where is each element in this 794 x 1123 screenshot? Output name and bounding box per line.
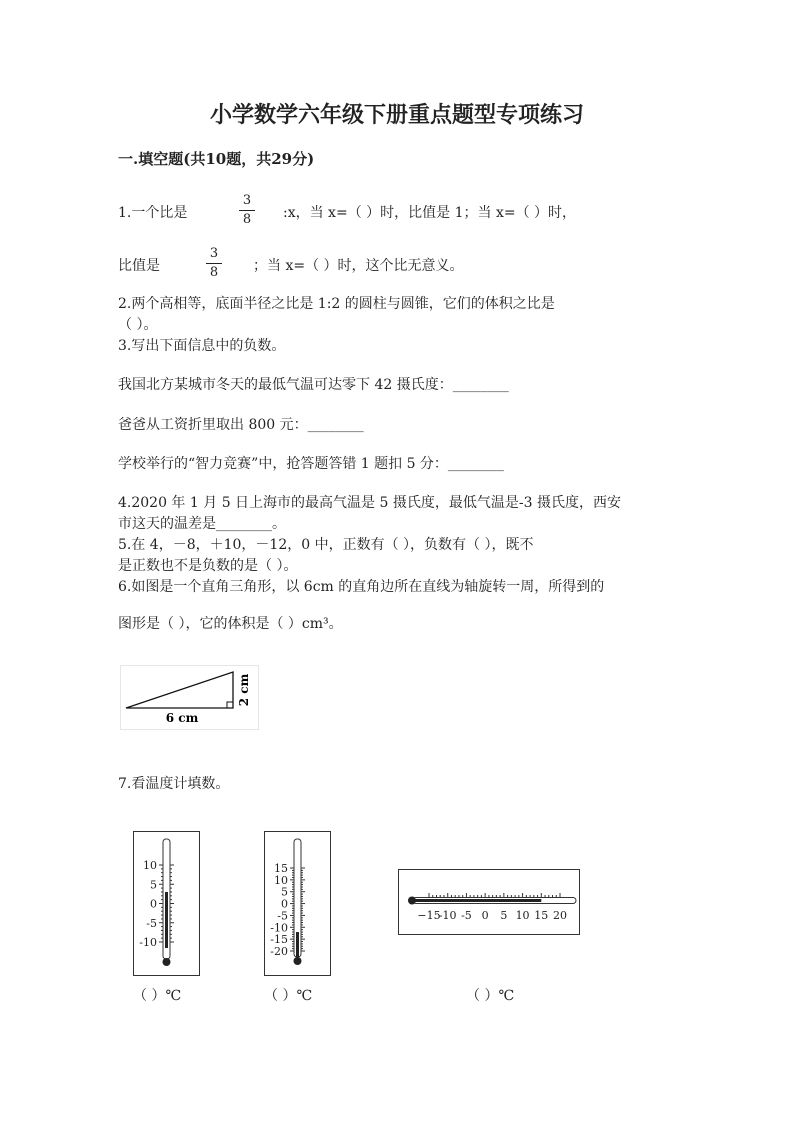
thermometer-1-tick-label: 5 <box>150 878 157 892</box>
q2-line2: （ ）。 <box>118 317 158 333</box>
thermometer-2-tick-label: 10 <box>274 873 288 887</box>
thermometer-3-tick-label: 5 <box>500 909 508 922</box>
thermometer-2-answer: （ ）℃ <box>264 988 313 1004</box>
q1-fraction-2 <box>206 246 222 281</box>
q1-frac2-numerator: 3 <box>209 246 219 261</box>
thermometer-1-tick-label: 10 <box>143 859 157 872</box>
thermometer-2 <box>264 831 331 976</box>
q1-prefix: 1.一个比是 <box>118 205 188 221</box>
thermometer-1 <box>133 831 200 976</box>
q1-line2-prefix: 比值是 <box>118 258 160 274</box>
thermometer-1-bulb <box>163 958 171 966</box>
right-triangle-figure <box>120 665 260 731</box>
thermometer-1-mercury <box>165 892 168 948</box>
q6-line2: 图形是（ ），它的体积是（ ）cm³。 <box>118 616 343 632</box>
q1-frac2-denominator: 8 <box>209 265 219 280</box>
q1-frac-denominator: 8 <box>242 212 252 227</box>
thermometer-3-tick-label: -10 <box>438 909 457 922</box>
thermometer-3-tick-label: -5 <box>461 909 472 922</box>
q7-line1: 7.看温度计填数。 <box>118 776 230 792</box>
thermometer-2-tick-label: 5 <box>281 885 288 899</box>
q2-line1: 2.两个高相等，底面半径之比是 1:2 的圆柱与圆锥，它们的体积之比是 <box>118 296 555 312</box>
thermometer-2-tick-label: -5 <box>277 909 288 923</box>
thermometer-1-answer: （ ）℃ <box>133 988 182 1004</box>
thermometer-2-tick-label: 15 <box>274 862 288 875</box>
thermometer-3-tick-label: 20 <box>553 909 567 922</box>
thermometer-2-tick-label: 0 <box>281 897 288 911</box>
q3-line1: 3.写出下面信息中的负数。 <box>118 338 286 354</box>
thermometer-3-mercury <box>413 899 541 902</box>
q3-line3: 爸爸从工资折里取出 800 元：________ <box>118 417 364 433</box>
thermometer-2-bulb <box>294 957 302 965</box>
q1-fraction <box>239 193 255 228</box>
thermometer-1-tick-label: -5 <box>146 916 157 930</box>
section-heading: 一.填空题(共10题，共29分) <box>118 150 315 168</box>
q4-line1: 4.2020 年 1 月 5 日上海市的最高气温是 5 摄氏度，最低气温是-3 摄氏度，西安 <box>118 495 621 511</box>
label-6cm: 6 cm <box>165 711 199 725</box>
q1-frac-numerator: 3 <box>242 193 252 208</box>
thermometer-2-mercury <box>296 932 299 957</box>
q6-line1: 6.如图是一个直角三角形，以 6cm 的直角边所在直线为轴旋转一周，所得到的 <box>118 579 605 595</box>
q3-line4: 学校举行的“智力竞赛”中，抢答题答错 1 题扣 5 分：________ <box>118 456 504 472</box>
thermometer-3-tick-label: 15 <box>534 909 549 922</box>
thermometer-1-tick-label: 0 <box>150 897 157 911</box>
thermometer-3-bulb <box>408 897 416 905</box>
thermometer-2-tick-label: -10 <box>270 921 288 935</box>
thermometer-2-tick-label: -15 <box>270 933 288 947</box>
thermometer-3-tick-label: 10 <box>515 909 530 922</box>
q5-line1: 5.在 4，－8，＋10，－12，0 中，正数有（ ），负数有（ ），既不 <box>118 537 534 553</box>
q4-line2: 市这天的温差是________。 <box>118 516 286 532</box>
q3-line2: 我国北方某城市冬天的最低气温可达零下 42 摄氏度：________ <box>118 377 509 393</box>
thermometer-1-tick-label: -10 <box>139 936 157 949</box>
label-2cm: 2 cm <box>237 673 251 707</box>
page-title: 小学数学六年级下册重点题型专项练习 <box>209 102 584 128</box>
thermometer-2-tick-label: -20 <box>270 945 288 958</box>
thermometer-3-answer: （ ）℃ <box>466 988 515 1004</box>
q1-line2-rest: ；当 x=（ ）时，这个比无意义。 <box>253 258 464 274</box>
q1-line1-rest: :x，当 x=（ ）时，比值是 1；当 x=（ ）时， <box>283 205 577 221</box>
thermometer-3-tick-label: −15 <box>417 909 441 922</box>
thermometer-3 <box>398 869 580 935</box>
thermometer-3-tick-label: 0 <box>481 909 489 922</box>
q5-line2: 是正数也不是负数的是（ ）。 <box>118 558 298 574</box>
